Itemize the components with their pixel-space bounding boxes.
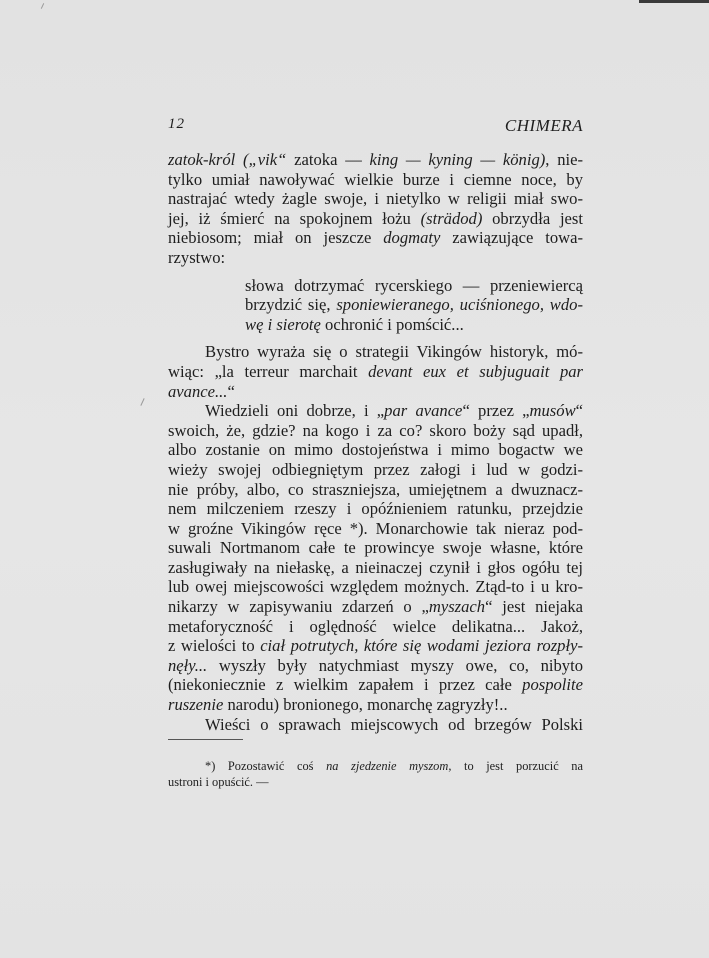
text-run: , nie- [545,150,583,169]
footnote-line [168,758,583,774]
text-run: brzydzić się, [245,295,337,315]
page-header [168,116,583,138]
text-line [168,342,583,362]
text-run: Wieści o sprawach miejscowych od brzegów Polski [205,714,583,734]
text-line [168,538,583,558]
text-run: Wiedzieli oni dobrze, i „ [205,401,385,421]
text-run: niebiosom; miał on jeszcze [168,228,384,248]
text-run: z wielości to [168,636,261,656]
text-run: rzystwo: [168,247,226,267]
text-run: obrzydła jest [482,208,583,228]
text-line [168,401,583,421]
text-run: ochronić i pomścić... [320,314,464,334]
text-line [168,228,583,248]
text-run: zasługiwały na niełaskę, a nieinaczej czynił i głos ogółu tej [168,557,583,577]
text-run: “ przez „ [462,401,530,421]
text-line [168,150,583,170]
text-line [168,675,583,695]
italic-run: (strädod) [420,208,483,228]
text-run: nikarzy w zapisywaniu zdarzeń o „ [168,597,429,617]
text-line [168,695,583,715]
text-run: wiąc: „la terreur marchait [168,361,369,381]
quote-line [168,315,583,335]
paper-speck [41,3,44,9]
paper-speck [140,398,144,406]
text-run: “ [575,401,584,421]
text-line [168,382,583,402]
italic-run: wę i sierotę [245,314,321,334]
italic-run: na zjedzenie myszom [326,759,449,773]
text-run: nem milczeniem rzeszy i opóźnieniem ratunku, przejdzie [168,499,583,519]
text-run: “ [227,381,235,401]
scan-edge [639,0,709,3]
text-run: lub owej miejscowości względem możnych. Ztąd-to i u kro- [168,577,583,597]
text-run: zawiązujące towa- [440,228,583,248]
text-run: Bystro wyraża się o strategii Vikingów historyk, mó- [205,342,583,362]
text-line [168,656,583,676]
running-title: CHIMERA [504,116,583,135]
footnote-rule [168,739,243,740]
text-run: suwali Nortmanom całe te prowincye swoje własne, które [168,538,583,558]
text-run: jej, iż śmierć na spokojnem łożu [168,208,421,228]
text-run: albo zostanie on mimo dostojeństwa i mimo bogactw we [168,440,583,460]
text-line [168,577,583,597]
italic-run: avance... [168,381,228,401]
italic-run: myszach [428,597,486,617]
text-run: słowa dotrzymać rycerskiego — przeniewiercą [245,275,583,295]
text-run: metaforyczność i oględność wielce delikatna... Jakoż, [168,616,583,636]
text-line [168,209,583,229]
text-run: w groźne Vikingów ręce *). Monarchowie tak nieraz pod- [168,518,583,538]
italic-run: ciał potrutych, które się wodami jeziora rozpły- [260,636,583,656]
quote-line [168,276,583,296]
text-run: nie próby, albo, co straszniejsza, umiejętnem a dwuznacz- [168,479,583,499]
text-run: ustroni i opuścić. — [168,775,269,789]
text-run: tylko umiał nawoływać wielkie burze i ciemne noce, by [168,169,583,189]
text-run: *) Pozostawić coś [205,759,327,773]
text-line [168,519,583,539]
text-line [168,617,583,637]
text-run: wyszły były natychmiast myszy owe, co, nibyto [207,655,583,675]
text-line [168,421,583,441]
text-run: “ jest niejaka [485,597,584,617]
text-run: narodu) bronionego, monarchę zagryzły!.. [223,695,508,715]
text-line [168,170,583,190]
text-line [168,189,583,209]
italic-run: dogmaty [383,228,441,248]
footnote-line [168,774,583,790]
text-line [168,499,583,519]
italic-run: pospolite [522,675,583,695]
italic-run: par avance [384,401,463,421]
text-line [168,597,583,617]
text-line [168,636,583,656]
text-line [168,558,583,578]
text-run: wieży swojej odbiegniętym przez załogi i lud w godzi- [168,459,583,479]
text-run: zatoka — [286,150,370,169]
text-run: nastrajać wtedy żagle swoje, i nietylko w religii miał swo- [168,189,583,209]
page-number: 12 [168,116,185,132]
italic-run: sponiewieranego, uciśnionego, wdo- [336,295,583,315]
italic-run: zatok-król („vik“ [168,150,287,169]
text-line [168,440,583,460]
text-run: swoich, że, gdzie? na kogo i za co? skoro boży sąd upadł, [168,420,583,440]
text-line [168,715,583,735]
italic-run: musów [529,401,576,421]
body-text [168,150,583,734]
text-run: , to jest porzucić na [448,759,583,773]
italic-run: devant eux et subjuguait par [368,361,583,381]
italic-run: nęły... [168,655,208,675]
text-line [168,248,583,268]
italic-run: king — kyning — könig) [369,150,546,169]
text-run: (niekoniecznie z wielkim zapałem i przez całe [168,675,523,695]
text-line [168,460,583,480]
italic-run: ruszenie [168,695,224,715]
quote-line [168,295,583,315]
text-line [168,480,583,500]
footnote [168,758,583,790]
text-line [168,362,583,382]
